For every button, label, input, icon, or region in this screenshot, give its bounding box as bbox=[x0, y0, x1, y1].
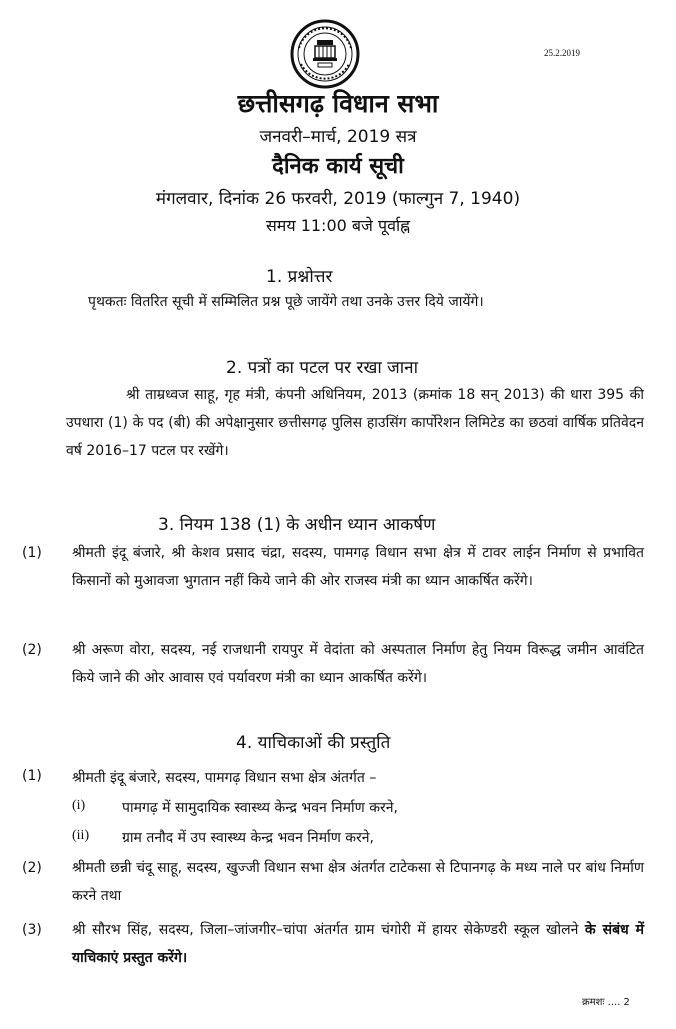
date-line: मंगलवार, दिनांक 26 फरवरी, 2019 (फाल्गुन 7, 1940) bbox=[155, 189, 521, 209]
petition-subitem-number: (i) bbox=[72, 798, 86, 813]
agenda-title: दैनिक कार्य सूची bbox=[272, 154, 404, 179]
continued-marker: क्रमशः .... 2 bbox=[582, 997, 630, 1008]
petition-item-number: (3) bbox=[22, 922, 42, 938]
attention-item-text: श्रीमती इंदू बंजारे, श्री केशव प्रसाद चंद्रा, सदस्य, पामगढ़ विधान सभा क्षेत्र में टावर लाईन निर्माण से प्रभावित किसानों को मुआवजा भुगतान नहीं किये जाने की ओर राजस्व मंत्री का ध्यान आकर्षित करेंगे। bbox=[72, 545, 644, 589]
petition-item-text bbox=[72, 916, 644, 972]
petition-item-number: (2) bbox=[22, 860, 42, 876]
petition-subitem-number: (ii) bbox=[72, 828, 90, 843]
petition-item-text: श्रीमती इंदू बंजारे, सदस्य, पामगढ़ विधान सभा क्षेत्र अंतर्गत – bbox=[72, 770, 377, 786]
assembly-title: छत्तीसगढ़ विधान सभा bbox=[237, 89, 439, 118]
section-heading-petitions: 4. याचिकाओं की प्रस्तुति bbox=[236, 733, 391, 753]
section-heading-papers: 2. पत्रों का पटल पर रखा जाना bbox=[226, 358, 419, 378]
attention-item-number: (2) bbox=[22, 642, 42, 658]
time-line: समय 11:00 बजे पूर्वाह्न bbox=[265, 216, 411, 235]
session-line: जनवरी–मार्च, 2019 सत्र bbox=[259, 127, 417, 147]
attention-item-number: (1) bbox=[22, 545, 42, 561]
petition-item-text: श्रीमती छन्नी चंदू साहू, सदस्य, खुज्जी विधान सभा क्षेत्र अंतर्गत टाटेकसा से टिपानगढ़ के मध्य नाले पर बांध निर्माण करने तथा bbox=[72, 860, 644, 904]
petition-subitem-text: ग्राम तनौद में उप स्वास्थ्य केन्द्र भवन निर्माण करने, bbox=[122, 830, 374, 846]
attention-item-text: श्री अरूण वोरा, सदस्य, नई राजधानी रायपुर में वेदांता को अस्पताल निर्माण हेतु नियम विरूद्ध जमीन आवंटित किये जाने की ओर आवास एवं पर्यावरण मंत्री का ध्यान आकर्षित करेंगे। bbox=[72, 642, 644, 686]
petition-item-text-bold: के संबंध में याचिकाएं प्रस्तुत करेंगे। bbox=[72, 922, 645, 966]
section-heading-attention: 3. नियम 138 (1) के अधीन ध्यान आकर्षण bbox=[158, 515, 436, 535]
assembly-emblem-logo bbox=[289, 18, 361, 90]
section-text-papers: श्री ताम्रध्वज साहू, गृह मंत्री, कंपनी अधिनियम, 2013 (क्रमांक 18 सन् 2013) की धारा 395 की उपधारा (1) के पद (बी) की अपेक्षानुसार छत्तीसगढ़ पुलिस हाउसिंग कार्पोरेशन लिमिटेड का छठवां वार्षिक प्रतिवेदन वर्ष 2016–17 पटल पर रखेंगे। bbox=[66, 387, 644, 459]
section-heading-questions: 1. प्रश्नोत्तर bbox=[266, 267, 333, 287]
petition-item-text-regular: श्री सौरभ सिंह, सदस्य, जिला–जांजगीर–चांपा अंतर्गत ग्राम चंगोरी में हायर सेकेण्डरी स्कूल खोलने bbox=[72, 922, 579, 938]
date-stamp: 25.2.2019 bbox=[544, 48, 580, 58]
section-text-questions: पृथकतः वितरित सूची में सम्मिलित प्रश्न पूछे जायेंगे तथा उनके उत्तर दिये जायेंगे। bbox=[88, 294, 484, 310]
petition-subitem-text: पामगढ़ में सामुदायिक स्वास्थ्य केन्द्र भवन निर्माण करने, bbox=[122, 800, 398, 816]
petition-item-number: (1) bbox=[22, 768, 42, 784]
